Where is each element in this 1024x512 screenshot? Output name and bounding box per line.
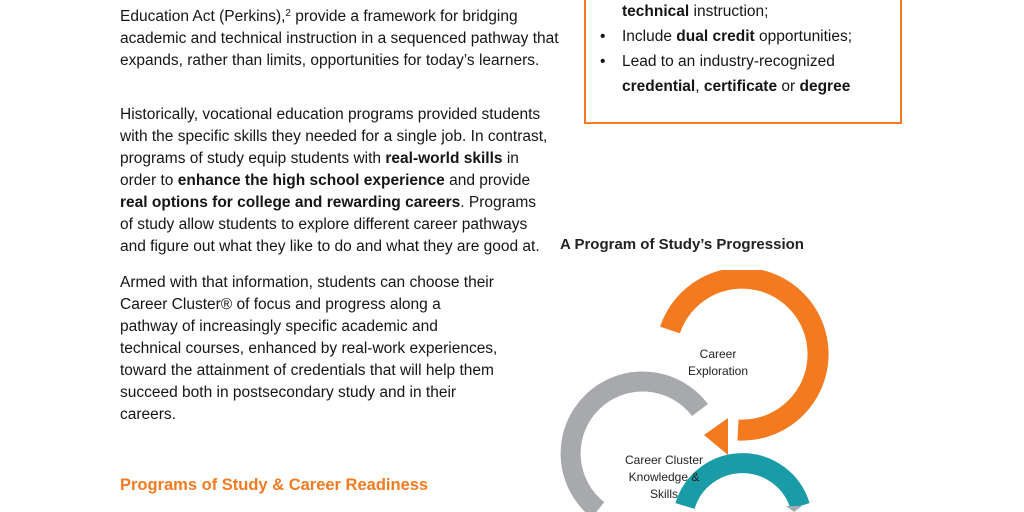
intro-rest: provide a framework for bridging academic and technical instruction in a sequenced pathway that expands, rather than limits, opportunities for today’s learners. — [120, 8, 559, 69]
career-cluster-paragraph: Armed with that information, students can choose their Career Cluster® of focus and progress along a pathway of increasingly specific academic and technical courses, enhanced by real-work experiences, toward the attainment of credentials that will help them succeed both in postsecondary study and in their careers. — [120, 274, 498, 423]
stage-career-exploration: Career Exploration — [687, 347, 749, 378]
criteria-list — [600, 0, 900, 99]
stage-career-cluster: Career Cluster Knowledge & Skills — [624, 453, 704, 501]
progression-diagram — [560, 270, 860, 512]
history-paragraph: Historically, vocational education programs provided students with the specific skills they needed for a single job. In contrast, programs of study equip students with real-world skills in order to enhance the high school experience and provide real options for college and rewarding careers. Programs of study allow students to explore different career pathways and figure out what they like to do and what they are good at. — [120, 106, 548, 255]
footnote-marker[interactable]: 2 — [285, 8, 291, 19]
list-item: technical instruction; — [622, 3, 769, 20]
diagram-title: A Program of Study’s Progression — [560, 236, 804, 253]
list-item: • Include dual credit opportunities; — [600, 24, 900, 49]
gray-ring-arrowhead — [786, 506, 802, 512]
intro-paragraph — [120, 6, 572, 72]
section-heading: Programs of Study & Career Readiness — [120, 476, 429, 494]
intro-partial-line: Education Act (Perkins), — [120, 8, 286, 25]
list-item: • Lead to an industry-recognized credential, certificate or degree — [600, 49, 900, 99]
bullet-icon: • — [600, 28, 606, 45]
bullet-icon: • — [600, 53, 606, 70]
orange-ring-arrowhead — [704, 418, 728, 455]
